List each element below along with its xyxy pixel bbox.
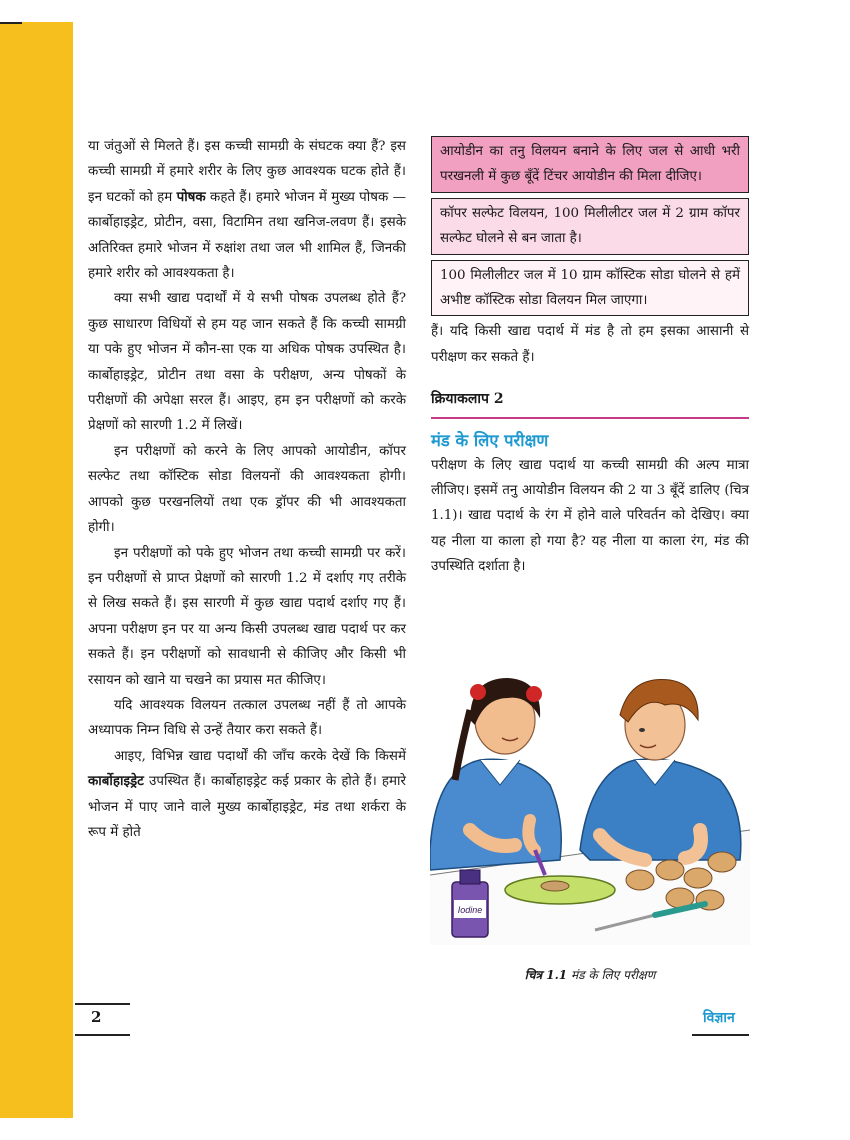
term-nutrient: पोषक bbox=[176, 188, 206, 205]
iodine-solution-box: आयोडीन का तनु विलयन बनाने के लिए जल से आधी भरी परखनली में कुछ बूँदें टिंचर आयोडीन की मिला दीजिए। bbox=[431, 136, 749, 193]
girl-ribbon-right bbox=[526, 686, 542, 702]
girl-ribbon-left bbox=[470, 684, 486, 700]
figure-title: मंड के लिए परीक्षण bbox=[571, 968, 656, 982]
figure-caption bbox=[430, 966, 750, 983]
paragraph-solutions-needed: इन परीक्षणों को करने के लिए आपको आयोडीन, कॉपर सल्फेट तथा कॉस्टिक सोडा विलयनों की आवश्यकता होगी। आपको कुछ परखनलियों तथा एक ड्रॉपर की भी आवश्यकता होगी। bbox=[88, 443, 406, 536]
paragraph-tests-intro: क्या सभी खाद्य पदार्थों में ये सभी पोषक उपलब्ध होते हैं? कुछ साधारण विधियों से हम यह जान सकते हैं कि कच्ची सामग्री या पके हुए भोजन में कौन-सा एक या अधिक पोषक उपस्थित है। कार्बोहाइड्रेट, प्रोटीन तथा वसा के परीक्षण, अन्य पोषकों के परीक्षणों की अपेक्षा सरल हैं। आइए, हम इन परीक्षणों को करके प्रेक्षणों को सारणी 1.2 में लिखें। bbox=[88, 291, 406, 434]
footer-rule-top bbox=[75, 1003, 130, 1005]
potato bbox=[684, 868, 712, 888]
book-title: विज्ञान bbox=[703, 1010, 735, 1026]
bottle-label-text: Iodine bbox=[457, 905, 483, 915]
footer-rule-bottom bbox=[75, 1034, 130, 1036]
potato bbox=[626, 870, 654, 890]
paragraph-teacher-preparation: यदि आवश्यक विलयन तत्काल उपलब्ध नहीं हैं तो आपके अध्यापक निम्न विधि से उन्हें तैयार करा सकते हैं। bbox=[88, 697, 406, 739]
figure-number: चित्र 1.1 bbox=[524, 968, 568, 982]
term-carbohydrate: कार्बोहाइड्रेट bbox=[88, 773, 144, 790]
left-column bbox=[88, 134, 406, 845]
copper-sulphate-box: कॉपर सल्फेट विलयन, 100 मिलीलीटर जल में 2 ग्राम कॉपर सल्फेट घोलने से बन जाता है। bbox=[431, 198, 749, 255]
top-rule bbox=[0, 22, 22, 24]
paragraph-carbohydrates: आइए, विभिन्न खाद्य पदार्थों की जाँच करके देखें कि किसमें कार्बोहाइड्रेट उपस्थित हैं। कार्बोहाइड्रेट कई प्रकार के होते हैं। हमारे भोजन में पाए जाने वाले मुख्य कार्बोहाइड्रेट, मंड तथा शर्करा के रूप में होते bbox=[88, 748, 406, 840]
children-testing-starch-illustration bbox=[430, 660, 750, 945]
margin-color-strip bbox=[0, 22, 73, 1118]
girl-hand-dropper bbox=[528, 820, 535, 850]
potato-slice bbox=[541, 881, 569, 891]
paragraph-perform-tests: इन परीक्षणों को पके हुए भोजन तथा कच्ची सामग्री पर करें। इन परीक्षणों से प्राप्त प्रेक्षणों को सारणी 1.2 में दर्शाए गए तरीके से लिख सकते हैं। इस सारणी में कुछ खाद्य पदार्थ दर्शाए गए हैं। अपना परीक्षण इन पर या अन्य किसी उपलब्ध खाद्य पदार्थ पर कर सकते हैं। इन परीक्षणों को सावधानी से कीजिए और किसी भी रसायन को खाने या चखने का प्रयास मत कीजिए। bbox=[88, 545, 406, 688]
section-heading: मंड के लिए परीक्षण bbox=[431, 430, 549, 450]
potato bbox=[656, 860, 684, 880]
activity-instructions: परीक्षण के लिए खाद्य पदार्थ या कच्ची सामग्री की अल्प मात्रा लीजिए। इसमें तनु आयोडीन विलयन की 2 या 3 बूँदें डालिए (चित्र 1.1)। खाद्य पदार्थ के रंग में होने वाले परिवर्तन को देखिए। क्या यह नीला या काला हो गया है? यह नीला या काला रंग, मंड की उपस्थिति दर्शाता है। bbox=[431, 457, 749, 575]
figure-illustration bbox=[430, 660, 750, 945]
right-column bbox=[431, 136, 749, 580]
paragraph-nutrients: या जंतुओं से मिलते हैं। इस कच्ची सामग्री के संघटक क्या हैं? इस कच्ची सामग्री में हमारे शरीर के लिए कुछ आवश्यक घटक होते हैं। इन घटकों को हम पोषक कहते हैं। हमारे भोजन में मुख्य पोषक — कार्बोहाइड्रेट, प्रोटीन, वसा, विटामिन तथा खनिज-लवण हैं। इसके अतिरिक्त हमारे भोजन में रुक्षांश तथा जल भी शामिल हैं, जिनकी हमारे शरीर को आवश्यकता है। bbox=[88, 139, 406, 282]
bottle-cap bbox=[460, 870, 480, 884]
starch-continuation-text: हैं। यदि किसी खाद्य पदार्थ में मंड है तो हम इसका आसानी से परीक्षण कर सकते हैं। bbox=[431, 324, 749, 365]
activity-label: क्रियाकलाप 2 bbox=[431, 387, 749, 418]
footer-rule-right bbox=[692, 1034, 749, 1036]
page-number: 2 bbox=[91, 1008, 102, 1026]
caustic-soda-box: 100 मिलीलीटर जल में 10 ग्राम कॉस्टिक सोडा घोलने से हमें अभीष्ट कॉस्टिक सोडा विलयन मिल जाएगा। bbox=[431, 260, 749, 317]
boy-eye bbox=[639, 728, 645, 732]
potato bbox=[708, 852, 736, 872]
